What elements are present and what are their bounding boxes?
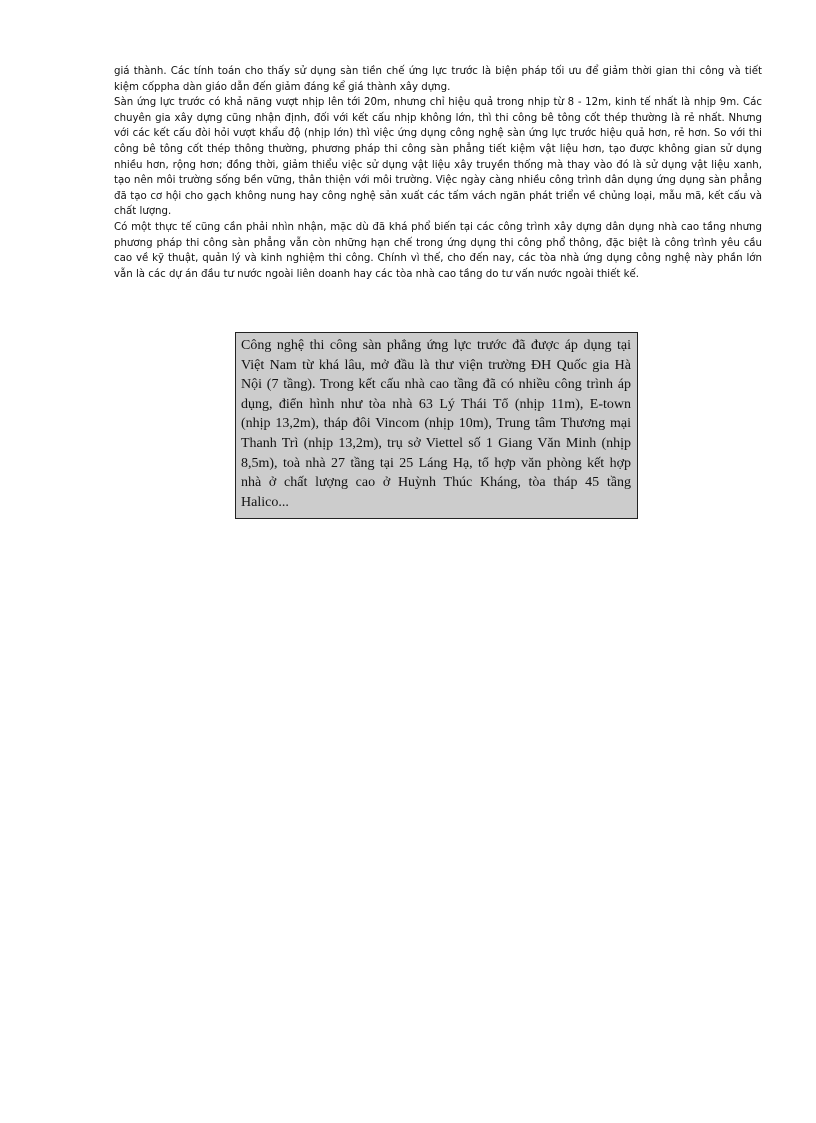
body-paragraph-2: Sàn ứng lực trước có khả năng vượt nhịp lên tới 20m, nhưng chỉ hiệu quả trong nhịp từ 8 - 12m, kinh tế nhất là nhịp 9m. Các chuyên gia xây dựng cũng nhận định, đối với kết cấu nhịp không lớn, thì thi công bê tông cốt thép thường là rẻ nhất. Nhưng với các kết cấu đòi hỏi vượt khẩu độ (nhịp lớn) thì việc ứng dụng công nghệ sàn ứng lực trước hiệu quả hơn, rẻ hơn. So với thi công bê tông cốt thép thông thường, phương pháp thi công sàn phẳng tiết kiệm vật liệu hơn, tạo được không gian sử dụng nhiều hơn, rộng hơn; đồng thời, giảm thiểu việc sử dụng vật liệu xây truyền thống mà thay vào đó là sử dụng vật liệu xanh, tạo nên môi trường sống bền vững, thân thiện với môi trường. Việc ngày càng nhiều công trình dân dụng ứng dụng sàn phẳng đã tạo cơ hội cho gạch không nung hay công nghệ sản xuất các tấm vách ngăn phát triển về chủng loại, mẫu mã, kết cấu và chất lượng. xyxy=(114,97,762,218)
body-paragraph-3: Có một thực tế cũng cần phải nhìn nhận, mặc dù đã khá phổ biến tại các công trình xây dựng dân dụng nhà cao tầng nhưng phương pháp thi công sàn phẳng vẫn còn những hạn chế trong ứng dụng thi công phổ thông, đặc biệt là công trình yêu cầu cao về kỹ thuật, quản lý và kinh nghiệm thi công. Chính vì thế, cho đến nay, các tòa nhà ứng dụng công nghệ này phần lớn vẫn là các dự án đầu tư nước ngoài liên doanh hay các tòa nhà cao tầng do tư vấn nước ngoài thiết kế. xyxy=(114,221,762,280)
callout-text: Công nghệ thi công sàn phẳng ứng lực trước đã được áp dụng tại Việt Nam từ khá lâu, mở đầu là thư viện trường ĐH Quốc gia Hà Nội (7 tầng). Trong kết cấu nhà cao tầng đã có nhiều công trình áp dụng, điển hình như tòa nhà 63 Lý Thái Tổ (nhịp 11m), E-town (nhịp 13,2m), tháp đôi Vincom (nhịp 10m), Trung tâm Thương mại Thanh Trì (nhịp 13,2m), trụ sở Viettel số 1 Giang Văn Minh (nhịp 8,5m), toà nhà 27 tầng tại 25 Láng Hạ, tổ hợp văn phòng kết hợp nhà ở chất lượng cao ở Huỳnh Thúc Kháng, tòa tháp 45 tầng Halico... xyxy=(241,338,631,510)
callout-box xyxy=(235,332,638,519)
article-body xyxy=(114,64,762,282)
body-paragraph-1: giá thành. Các tính toán cho thấy sử dụng sàn tiền chế ứng lực trước là biện pháp tối ưu để giảm thời gian thi công và tiết kiệm cốppha dàn giáo dẫn đến giảm đáng kể giá thành xây dựng. xyxy=(114,66,762,93)
